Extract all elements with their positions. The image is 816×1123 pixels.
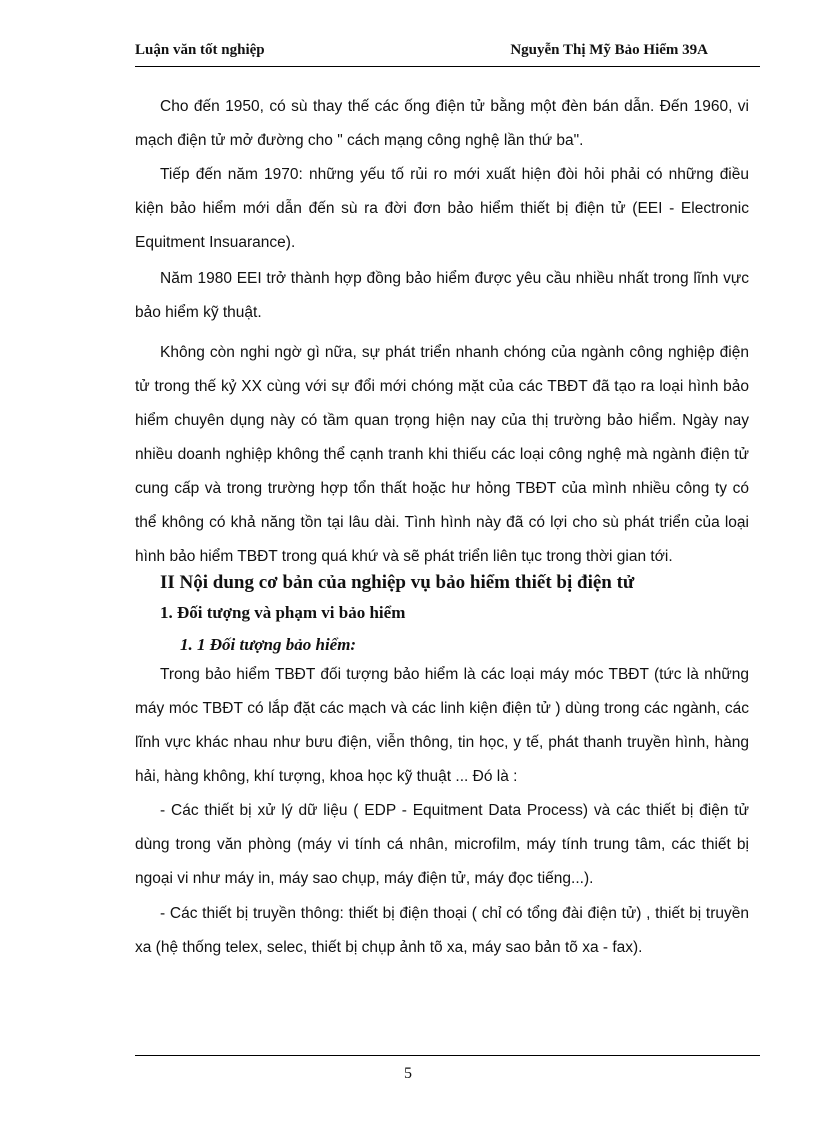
paragraph-3: Năm 1980 EEI trở thành hợp đồng bảo hiểm được yêu cầu nhiều nhất trong lĩnh vực bảo hiểm kỹ thuật. bbox=[135, 270, 749, 321]
subsection-heading: 1. Đối tượng và phạm vi bảo hiểm bbox=[160, 603, 406, 622]
paragraph-6: - Các thiết bị xử lý dữ liệu ( EDP - Equitment Data Process) và các thiết bị điện tử dùng trong văn phòng (máy vi tính cá nhân, microfilm, máy tính trung tâm, các thiết bị ngoại vi như máy in, máy sao chụp, máy điện tử, máy đọc tiếng...). bbox=[135, 802, 749, 887]
section-heading: II Nội dung cơ bản của nghiệp vụ bảo hiểm thiết bị điện tử bbox=[160, 572, 635, 593]
page-number: 5 bbox=[404, 1065, 412, 1082]
footer-divider bbox=[135, 1055, 760, 1056]
paragraph-7: - Các thiết bị truyền thông: thiết bị điện thoại ( chỉ có tổng đài điện tử) , thiết bị truyền xa (hệ thống telex, selec, thiết bị chụp ảnh tõ xa, máy sao bản tõ xa - fax). bbox=[135, 905, 749, 956]
header-author: Nguyễn Thị Mỹ Bảo Hiểm 39A bbox=[510, 42, 708, 58]
paragraph-1: Cho đến 1950, có sù thay thế các ống điện tử bằng một đèn bán dẫn. Đến 1960, vi mạch điện tử mở đường cho " cách mạng công nghệ lần thứ ba". bbox=[135, 98, 749, 149]
header-title: Luận văn tốt nghiệp bbox=[135, 42, 265, 58]
paragraph-4: Không còn nghi ngờ gì nữa, sự phát triển nhanh chóng của ngành công nghiệp điện tử trong thế kỷ XX cùng với sự đổi mới chóng mặt của các TBĐT đã tạo ra loại hình bảo hiểm chuyên dụng này có tầm quan trọng hiện nay của thị trường bảo hiểm. Ngày nay nhiều doanh nghiệp không thể cạnh tranh khi thiếu các loại công nghệ mà ngành điện tử cung cấp và trong trường hợp tổn thất hoặc hư hỏng TBĐT của mình nhiều công ty có thể không có khả năng tồn tại lâu dài. Tình hình này đã có lợi cho sù phát triển của loại hình bảo hiểm TBĐT trong quá khứ và sẽ phát triển liên tục trong thời gian tới. bbox=[135, 344, 749, 565]
paragraph-5: Trong bảo hiểm TBĐT đối tượng bảo hiểm là các loại máy móc TBĐT (tức là những máy móc TBĐT có lắp đặt các mạch và các linh kiện điện tử ) dùng trong các ngành, các lĩnh vực khác nhau như bưu điện, viễn thông, tin học, y tế, phát thanh truyền hình, hàng hải, hàng không, khí tượng, khoa học kỹ thuật ... Đó là : bbox=[135, 666, 749, 785]
subsubsection-heading: 1. 1 Đối tượng bảo hiểm: bbox=[180, 635, 357, 654]
paragraph-2: Tiếp đến năm 1970: những yếu tố rủi ro mới xuất hiện đòi hỏi phải có những điều kiện bảo hiểm mới dẫn đến sù ra đời đơn bảo hiểm thiết bị điện tử (EEI - Electronic Equitment Insuarance). bbox=[135, 166, 749, 251]
page-header bbox=[135, 40, 760, 67]
